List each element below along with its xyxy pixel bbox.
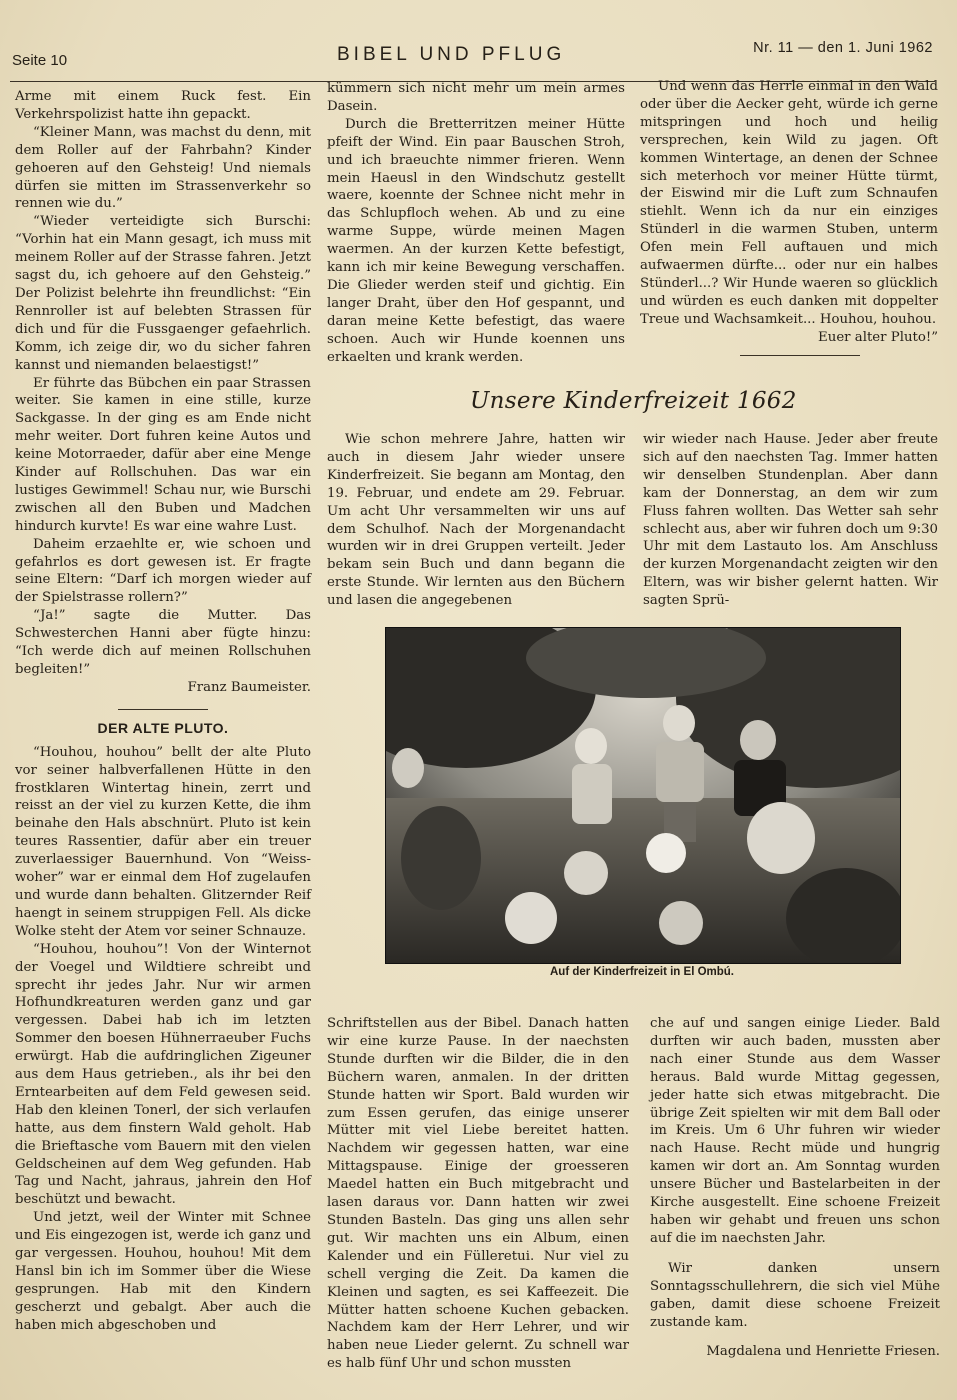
paragraph: Wir danken unsern Sonntagsschullehrern, die sich viel Mühe gaben, damit diese schoene Freizeit zustande kam. xyxy=(650,1260,940,1330)
author-signature: Franz Baumeister. xyxy=(187,679,311,695)
publication-title: BIBEL UND PFLUG xyxy=(337,44,566,65)
article-text-right-bottom xyxy=(650,1015,940,1361)
photo-caption: Auf der Kinderfreizeit in El Ombú. xyxy=(549,966,735,978)
divider xyxy=(740,355,860,356)
paragraph: “Houhou, houhou”! Von der Winternot der Voegel und Wildtiere schreibt und sprecht ihr jedes Jahr. Nur wir armen Hofhundkreaturen werden ganz und gar vergessen. Dabei hab ich im letzten Sommer den boesen Hühnerraeuber Fuchs erwürgt. Hab die aufdringlichen Zigeuner aus dem Haus getrieben., als ihr bei den Erntearbeiten auf dem Feld gewesen seid. Hab den kleinen Tonerl, der sich verlaufen hatte, aus dem finstern Wald geholt. Hab die Brieftasche vom Bauern mit den vielen Geldscheinen auf dem Weg gefunden. Hab Tag und Nacht, jahraus, jahrein den Hof beschützt und bewacht. xyxy=(15,941,311,1208)
issue-date: Nr. 11 — den 1. Juni 1962 xyxy=(753,40,933,56)
page-number: Seite 10 xyxy=(12,52,68,69)
paragraph: “Ja!” sagte die Mutter. Das Schwesterchen Hanni aber fügte hinzu: “Ich werde dich auf meinen Rollschuhen begleiten!” xyxy=(15,608,311,677)
page-header xyxy=(12,40,933,70)
paragraph: Schriftstellen aus der Bibel. Danach hatten wir eine kurze Pause. In der naechsten Stunde durften wir die Bilder, die in den Büchern waren, anmalen. In der dritten Stunde hatten wir Sport. Bald wurden wir zum Essen gerufen, das einige unserer Mütter mit viel Liebe bereitet hatten. Nachdem wir gegessen hatten, war eine Mittagspause. Einige der groesseren Maedel hatten ein Buch mitgebracht und lasen daraus vor. Dann hatten wir zwei Stunden Basteln. Das ging uns allen sehr gut. Wir machten uns ein Album, einen Kalender und ein Fülleretui. Nur viel zu schell verging die Zeit. Da kamen die Kleinen und sagten, es sei Kaffeezeit. Die Mütter hatten schoene Kuchen gebacken. Nachdem kam der Herr Lehrer, und wir haben neue Lieder gelernt. Zu schnell war es halb fünf Uhr und schon mussten xyxy=(327,1016,629,1372)
author-signature: Magdalena und Henriette Friesen. xyxy=(706,1344,940,1360)
article-text-right-top xyxy=(643,431,938,610)
section-title: DER ALTE PLUTO. xyxy=(97,719,229,736)
paragraph: Und jetzt, weil der Winter mit Schnee und Eis eingezogen ist, werde ich ganz und gar vergessen. Houhou, houhou! Mit dem Hansl bin ich im Sommer über die Wiese gesprungen. Hab mit den Kindern gescherzt und gebalgt. Aber auch die haben mich abgeschoben und xyxy=(15,1210,311,1333)
paragraph: Arme mit einem Ruck fest. Ein Verkehrspolizist hatte ihn gepackt. xyxy=(15,89,311,122)
paragraph: Er führte das Bübchen ein paar Strassen weiter. Sie kamen in eine stille, kurze Sackgasse. In der ging es am Ende nicht mehr weiter. Dort fuhren keine Autos und keine Motorraeder, dafür aber eine Menge Kinder auf Rollschuhen. Das war ein lustiges Gewimmel! Schau nur, wie Burschi zwischen all den Buben und Madchen hindurch kurvte! Es war eine wahre Lust. xyxy=(15,375,311,534)
paragraph: wir wieder nach Hause. Jeder aber freute sich auf den naechsten Tag. Immer hatten wir denselben Stundenplan. Aber dann kam der Donnerstag, an dem wir zum Fluss fahren wollten. Das Wetter sah sehr schlecht aus, aber wir fuhren doch um 9:30 Uhr mit dem Lastauto los. Am Anschluss der kurzen Morgenandacht zeigten wir den Eltern, was wir bisher gelernt hatten. Wir sagten Sprü- xyxy=(643,432,938,609)
paragraph: Durch die Bretterritzen meiner Hütte pfeift der Wind. Ein paar Bauschen Stroh, und ich braeuchte nimmer frieren. Wenn mein Haeusl in den Windschutz gestellt waere, koennte der Schnee nicht mehr in das Schlupfloch wehen. Ab und zu eine warme Suppe, würde meinen Magen waermen. An der kurzen Kette befestigt, kann ich mir keine Bewegung verschaffen. Die Glieder werden steif und gichtig. Ein langer Draht, über den Hof gespannt, und daran meine Kette befestigt, das waere schoen. Auch wir Hunde koennen uns erkaelten und krank werden. xyxy=(327,116,625,365)
column-left xyxy=(15,88,311,1335)
paragraph: “Wieder verteidigte sich Burschi: “Vorhin hat ein Mann gesagt, ich muss mit meinem Roller auf der Strasse fahren. Jetzt sagst du, ich gehoere auf den Gehsteig.” Der Polizist belehrte ihn freundlichst: “Ein Rennroller ist auf belebten Strassen für dich und für die Fussgaenger gefaehrlich. Komm, ich zeige dir, wo du sicher fahren kannst und niemanden belaestigst!” xyxy=(15,214,311,373)
paragraph: che auf und sangen einige Lieder. Bald durften wir auch baden, mussten aber nach einer Stunde aus dem Wasser heraus. Bald wurde Mittag gegessen, jeder hatte sich etwas mitgebracht. Die übrige Zeit spielten wir mit dem Ball oder im Kreis. Um 6 Uhr fuhren wir wieder nach Hause. Recht müde und hungrig kamen wir dort an. Am Sonntag wurden unsere Bücher und Bastelarbeiten in der Kirche ausgestellt. Eine schoene Freizeit haben wir gehabt und freuen uns schon auf die im naechsten Jahr. xyxy=(650,1016,940,1246)
paragraph: Wie schon mehrere Jahre, hatten wir auch in diesem Jahr wieder unsere Kinderfreizeit. Sie begann am Montag, den 19. Februar, und endete am 29. Februar. Um acht Uhr versammelten wir uns auf dem Schulhof. Nach der Morgenandacht wurden wir in drei Gruppen verteilt. Jeder bekam sein Buch und dann begann die erste Stunde. Wir lernten aus den Büchern und lasen die angegebenen xyxy=(327,432,625,609)
paragraph: “Kleiner Mann, was machst du denn, mit dem Roller auf der Fahrbahn? Kinder gehoeren auf den Gehsteig! Und niemals dürfen sie mitten im Strassenverkehr so rennen wie du.” xyxy=(15,124,311,212)
photo-illustration xyxy=(386,628,900,963)
column-middle xyxy=(327,80,625,367)
article-title: Unsere Kinderfreizeit 1662 xyxy=(470,388,797,414)
article-text-left-top xyxy=(327,431,625,610)
paragraph: “Houhou, houhou” bellt der alte Pluto vor seiner halbverfallenen Hütte in den frostklaren Wintertag hinein, zerrt und reisst an der viel zu kurzen Kette, die ihm beinahe den Hals abschnürt. Pluto ist kein teures Rassentier, dafür aber ein treuer zuverlaessiger Bauernhund. Von “Weiss-woher” war er einmal dem Hof zugelaufen und wurde dann behalten. Glitzernder Reif haengt in seinem struppigen Fell. Als dicke Wolke steht der Atem vor seiner Schnauze. xyxy=(15,744,311,939)
author-signature: Euer alter Pluto!” xyxy=(818,329,938,345)
divider xyxy=(118,709,208,710)
column-right xyxy=(640,78,938,356)
paragraph: kümmern sich nicht mehr um mein armes Dasein. xyxy=(327,81,625,114)
group-photo xyxy=(385,627,901,964)
article-text-left-bottom xyxy=(327,1015,629,1373)
paragraph: Und wenn das Herrle einmal in den Wald oder über die Aecker geht, würde ich gerne mitspringen und hoch und heilig versprechen, kein Wild zu jagen. Oft kommen Wintertage, an denen der Schnee sich meterhoch vor meiner Hütte türmt, der Eiswind mir die Luft zum Schnaufen stiehlt. Wenn ich da nur ein einziges Stünderl in die warmen Stuben, unterm Ofen mein Fell auftauen und mich aufwaermen dürfte... oder nur ein halbes Stünderl...? Wir Hunde waeren so glücklich und würden es euch danken mit doppelter Treue und Wachsamkeit... Houhou, houhou. xyxy=(640,79,938,327)
paragraph: Daheim erzaehlte er, wie schoen und gefahrlos es dort gewesen ist. Er fragte seine Eltern: “Darf ich morgen wieder auf der Spielstrasse rollern?” xyxy=(15,536,311,606)
